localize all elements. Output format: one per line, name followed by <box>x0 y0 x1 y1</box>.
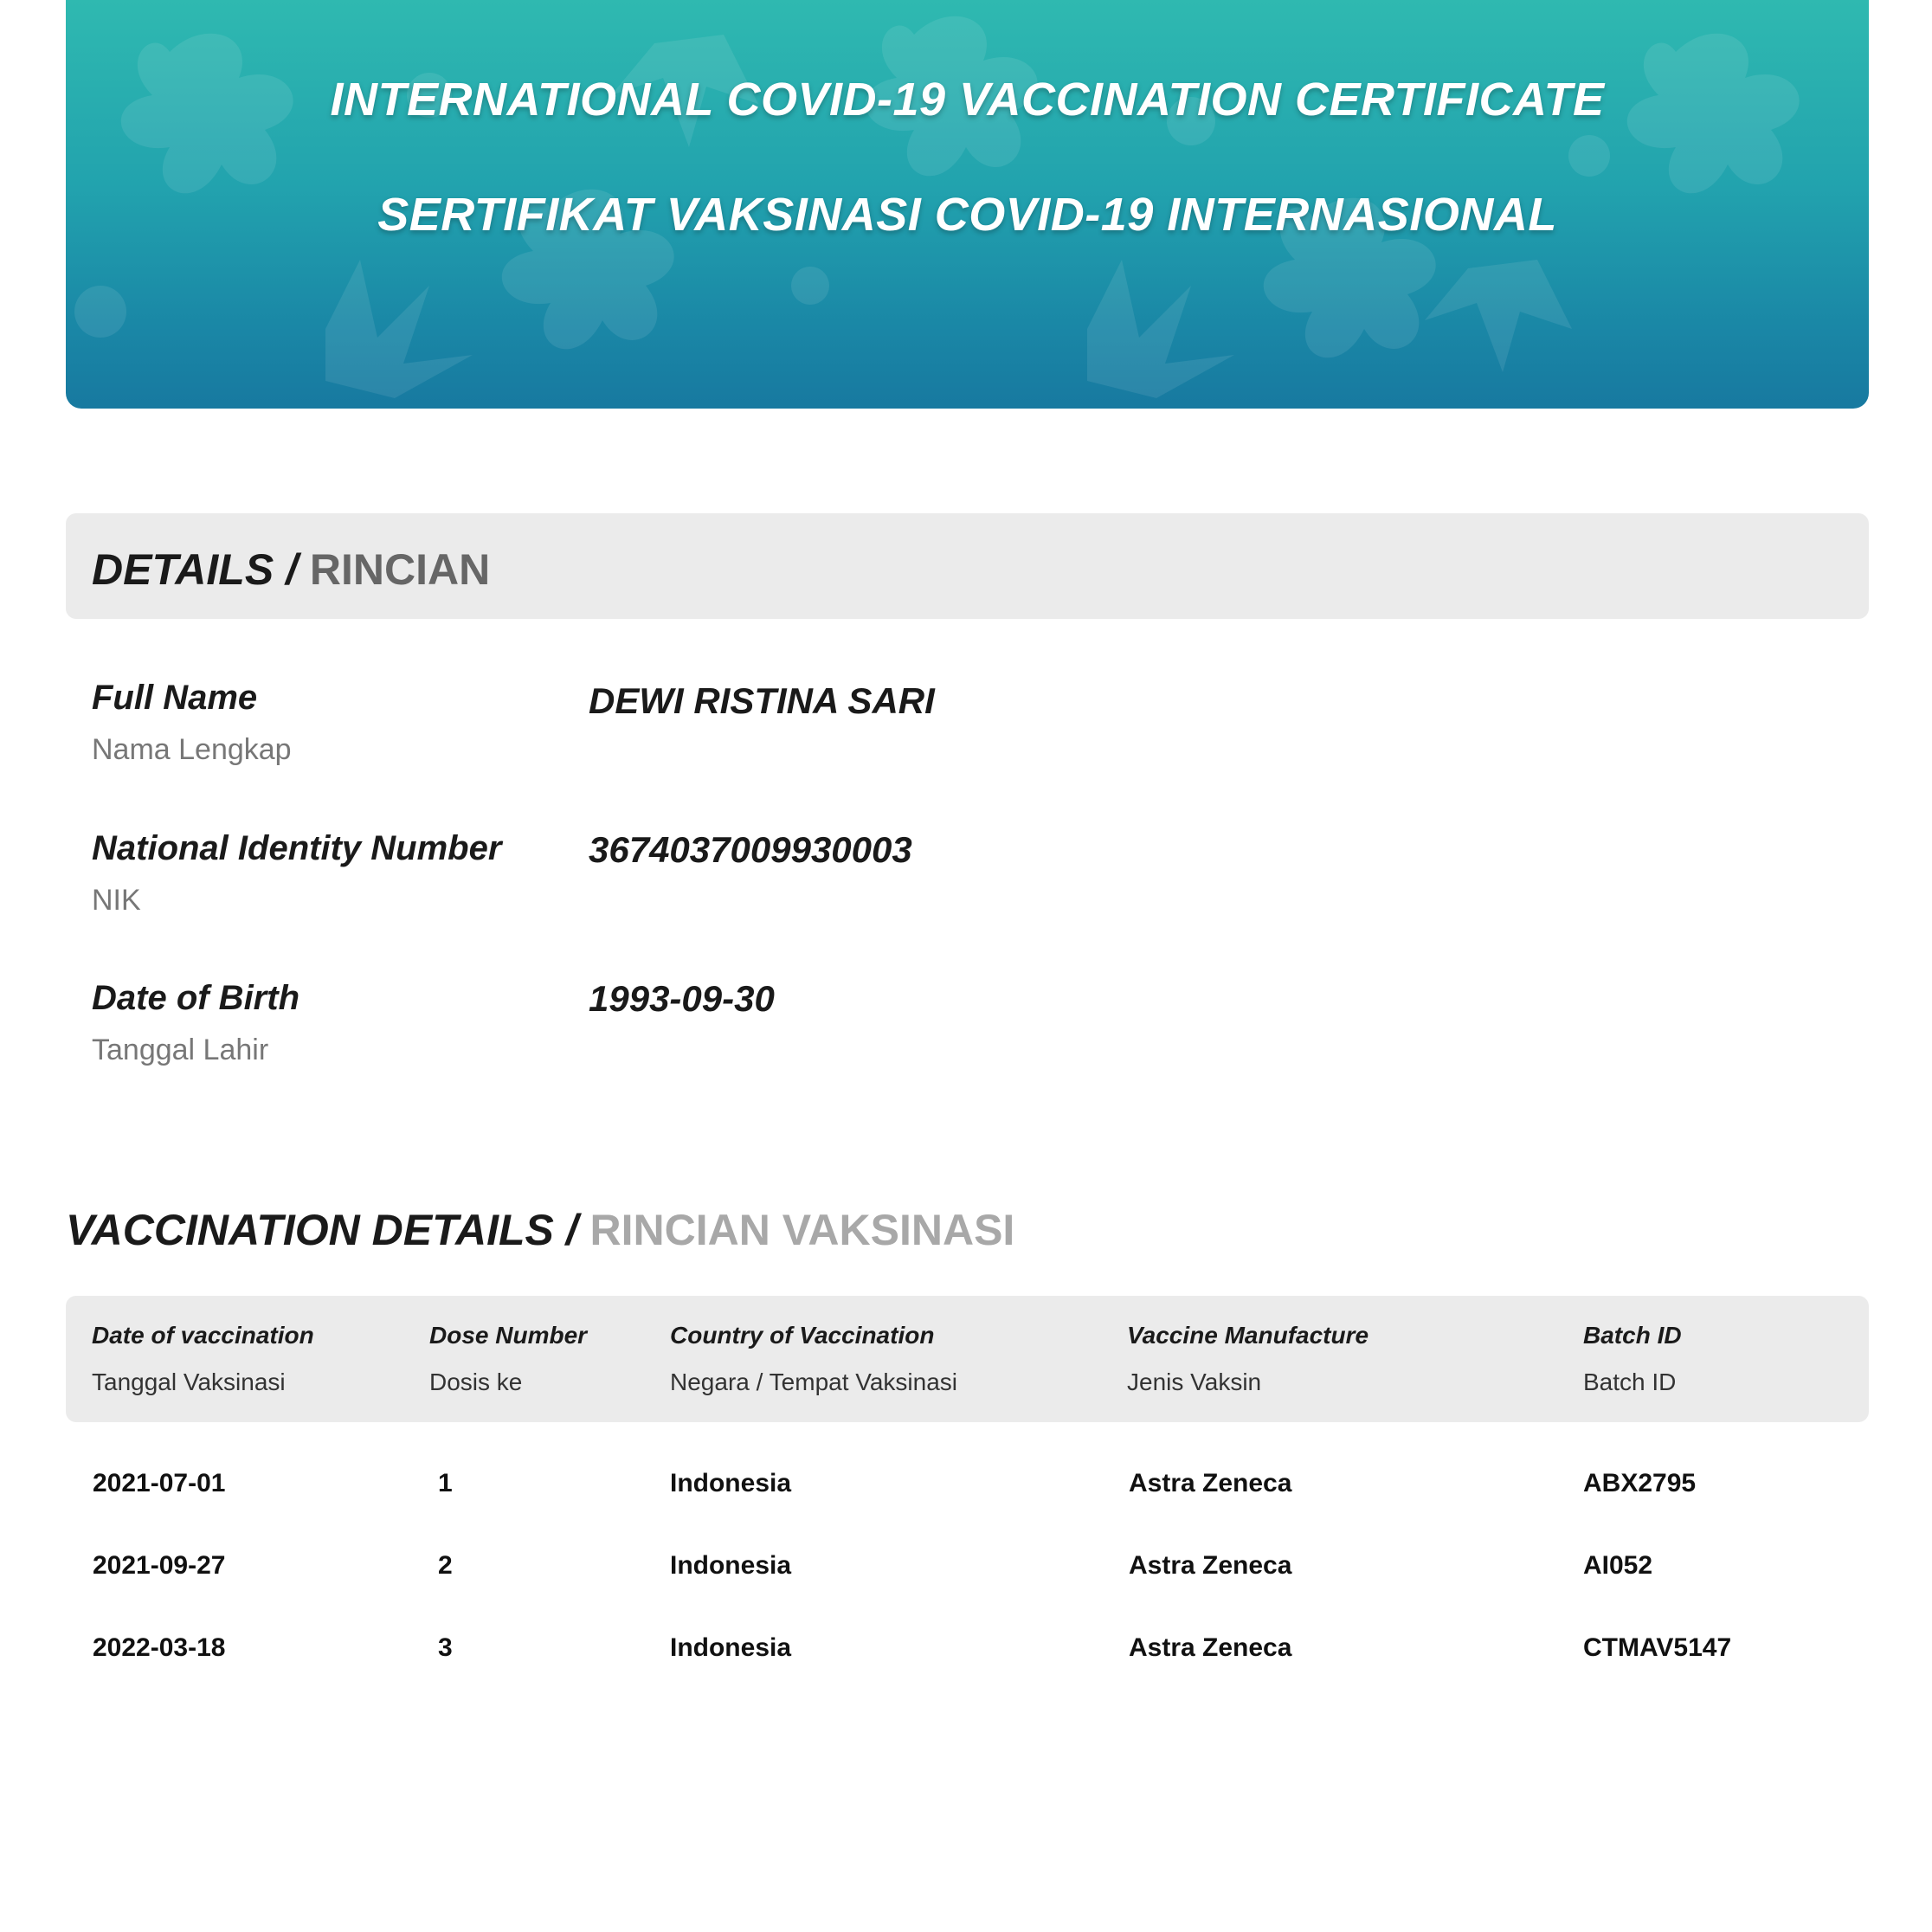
cell-date: 2021-07-01 <box>93 1469 226 1497</box>
full-name-label-id: Nama Lengkap <box>92 733 292 766</box>
cell-dose: 2 <box>438 1551 453 1580</box>
date-of-birth-label-en: Date of Birth <box>92 979 299 1017</box>
details-section-header <box>66 513 1869 619</box>
cell-batch-id: ABX2795 <box>1583 1469 1697 1497</box>
column-header-id: Tanggal Vaksinasi <box>92 1368 286 1395</box>
cell-batch-id: AI052 <box>1583 1551 1653 1580</box>
details-heading-en: DETAILS / <box>92 545 310 594</box>
cell-dose: 3 <box>438 1633 453 1662</box>
full-name-label-en: Full Name <box>92 679 258 717</box>
details-heading <box>92 544 490 595</box>
vaccination-heading-id: RINCIAN VAKSINASI <box>589 1206 1015 1254</box>
vaccination-heading <box>66 1205 1014 1255</box>
nik-label-en: National Identity Number <box>92 829 502 867</box>
cell-country: Indonesia <box>670 1633 792 1662</box>
full-name-value: DEWI RISTINA SARI <box>589 680 935 721</box>
column-header-id: Negara / Tempat Vaksinasi <box>670 1368 958 1395</box>
cell-country: Indonesia <box>670 1551 792 1580</box>
certificate-title-id: SERTIFIKAT VAKSINASI COVID-19 INTERNASIONAL <box>377 189 1557 241</box>
cell-date: 2021-09-27 <box>93 1551 226 1580</box>
certificate-title-en: INTERNATIONAL COVID-19 VACCINATION CERTIFICATE <box>330 74 1605 126</box>
column-header-en: Date of vaccination <box>92 1322 314 1349</box>
column-batch-id <box>1583 1322 1682 1396</box>
column-header-id: Dosis ke <box>429 1368 523 1395</box>
cell-batch-id: CTMAV5147 <box>1583 1633 1732 1662</box>
cell-vaccine: Astra Zeneca <box>1129 1551 1292 1580</box>
table-row <box>0 1633 1932 1685</box>
column-header-en: Vaccine Manufacture <box>1127 1322 1369 1349</box>
vaccination-table-header <box>66 1296 1869 1422</box>
cell-dose: 1 <box>438 1469 453 1497</box>
table-row <box>0 1551 1932 1603</box>
nik-label-id: NIK <box>92 884 141 917</box>
vaccination-heading-en: VACCINATION DETAILS / <box>66 1206 590 1254</box>
nik-value: 3674037009930003 <box>589 829 912 870</box>
cell-country: Indonesia <box>670 1469 792 1497</box>
column-header-en: Country of Vaccination <box>670 1322 935 1349</box>
cell-vaccine: Astra Zeneca <box>1129 1469 1292 1497</box>
date-of-birth-value: 1993-09-30 <box>589 978 775 1019</box>
cell-vaccine: Astra Zeneca <box>1129 1633 1292 1662</box>
certificate-banner <box>66 0 1869 409</box>
column-header-id: Jenis Vaksin <box>1127 1368 1262 1395</box>
details-heading-id: RINCIAN <box>309 545 491 594</box>
column-dose-number <box>429 1322 587 1396</box>
table-row <box>0 1469 1932 1521</box>
date-of-birth-label-id: Tanggal Lahir <box>92 1034 269 1066</box>
column-vaccine-manufacture <box>1127 1322 1368 1396</box>
nik-label <box>92 829 501 918</box>
full-name-label <box>92 679 292 767</box>
column-header-id: Batch ID <box>1583 1368 1677 1395</box>
cell-date: 2022-03-18 <box>93 1633 226 1662</box>
column-country-of-vaccination <box>670 1322 957 1396</box>
column-date-of-vaccination <box>92 1322 314 1396</box>
date-of-birth-label <box>92 979 299 1067</box>
column-header-en: Dose Number <box>429 1322 588 1349</box>
column-header-en: Batch ID <box>1583 1322 1682 1349</box>
